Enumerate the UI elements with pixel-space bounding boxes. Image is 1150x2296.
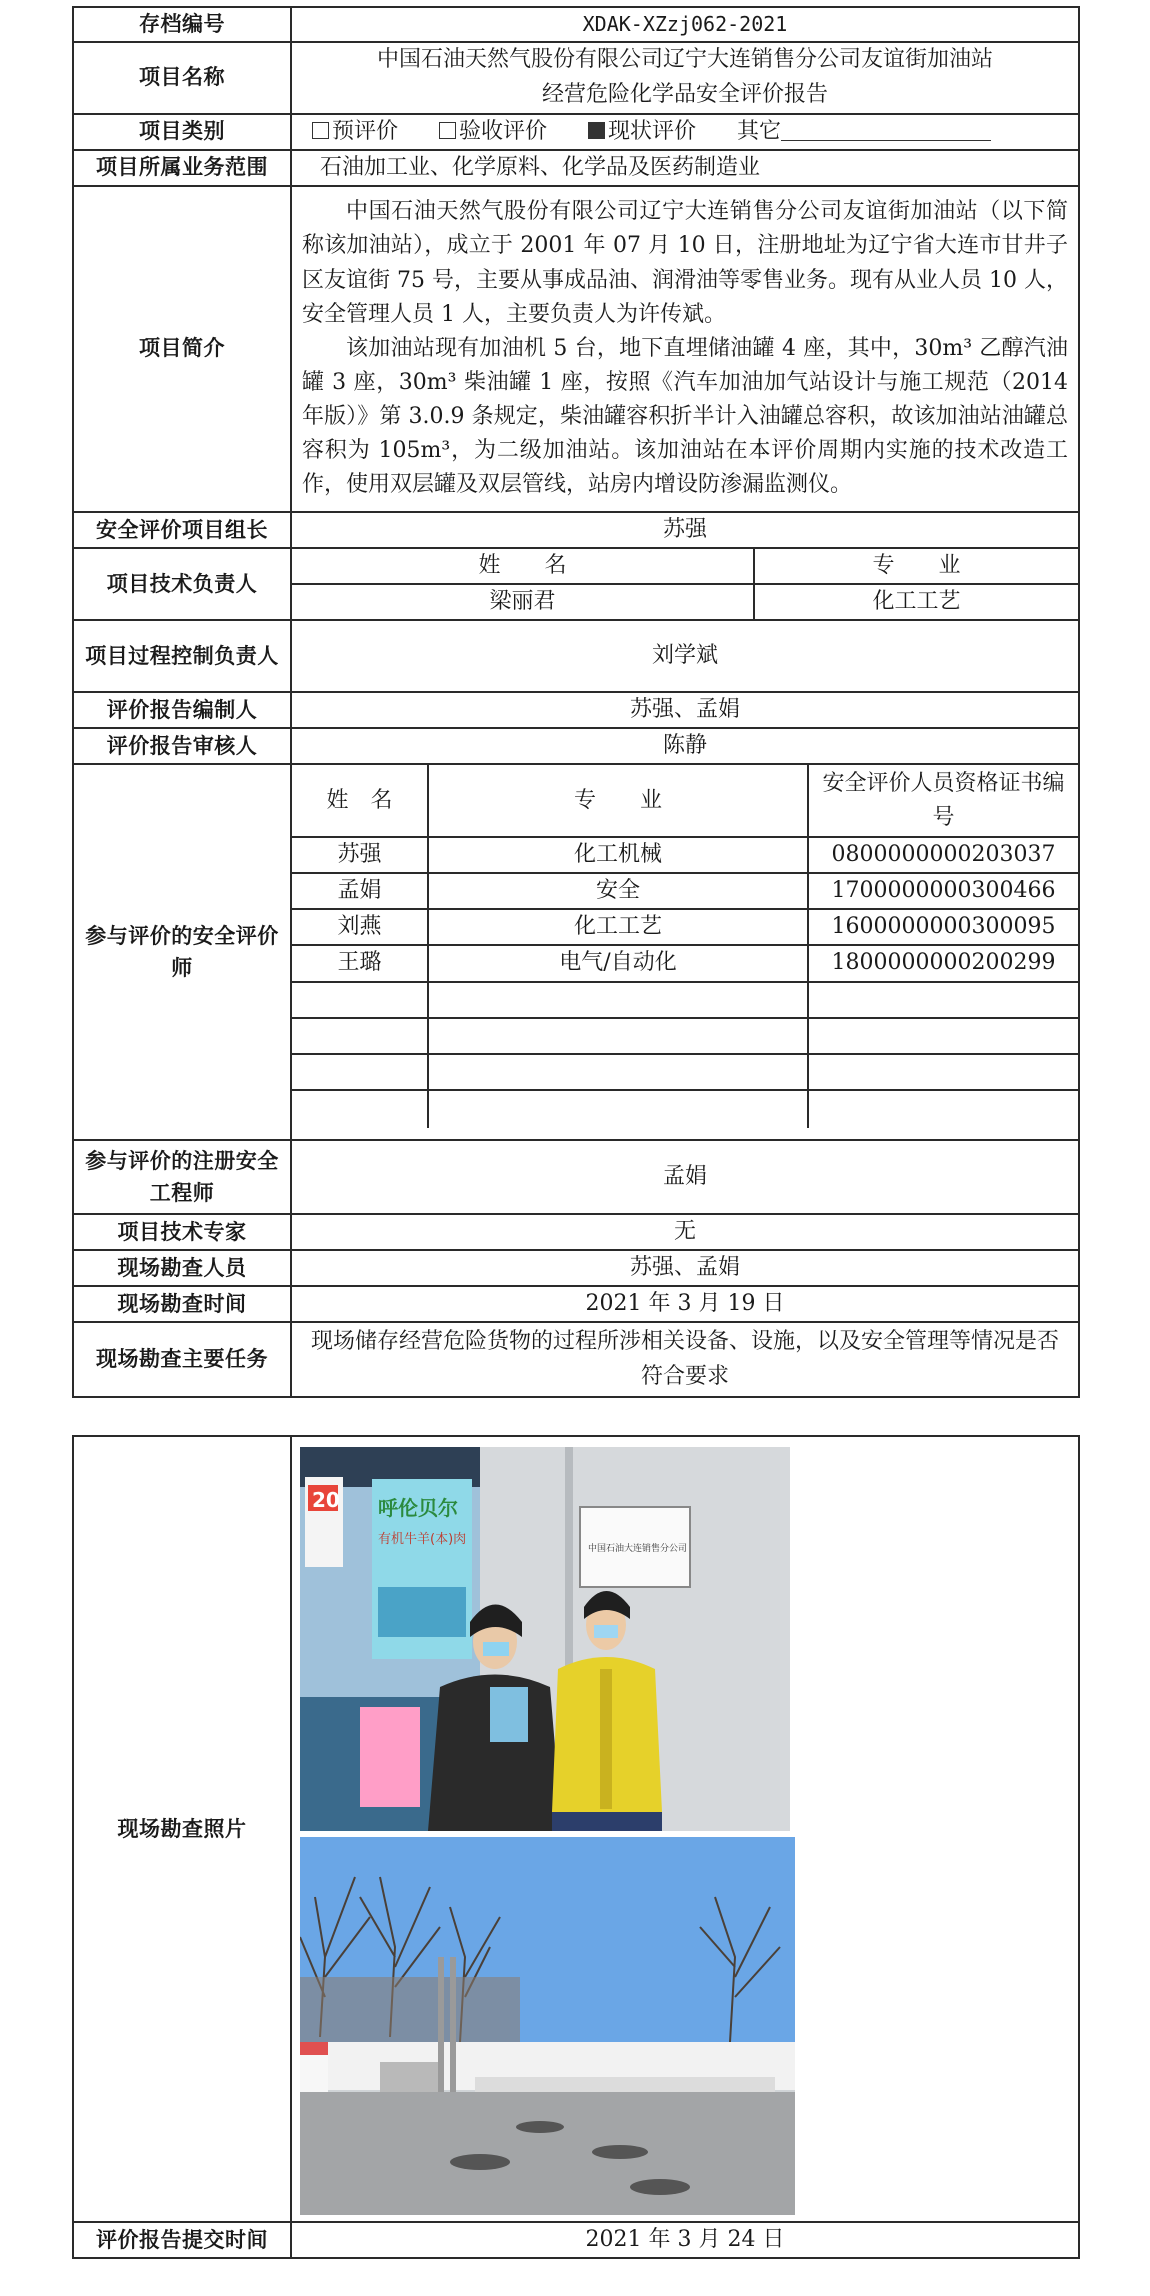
team-leader-value: 苏强 <box>291 512 1079 548</box>
compiler-value: 苏强、孟娟 <box>291 692 1079 728</box>
photo-table <box>72 1435 1080 2259</box>
intro-paragraph-2: 该加油站现有加油机 5 台，地下直埋储油罐 4 座，其中，30m³ 乙醇汽油罐 3 座，30m³ 柴油罐 1 座，按照《汽车加油加气站设计与施工规范（2014 年版）》第 3.0.9 条规定，柴油罐容积折半计入油罐总容积，故该加油站油罐总容积为 105m³，为二级加油站。该加油站在本评价周期内实施的技术改造工作，使用双层罐及双层管线，站房内增设防渗漏监测仪。 <box>302 335 1069 498</box>
compiler-label: 评价报告编制人 <box>73 692 291 728</box>
category-option-current[interactable]: 现状评价 <box>588 119 696 144</box>
photos-cell <box>291 1436 1079 2222</box>
project-name-value <box>291 42 1079 114</box>
evaluator-cert: 1700000000300466 <box>808 873 1078 909</box>
process-control-value: 刘学斌 <box>291 620 1079 692</box>
site-photo-staff <box>300 1447 790 1831</box>
submit-time-value: 2021 年 3 月 24 日 <box>291 2222 1079 2258</box>
intro-label: 项目简介 <box>73 186 291 512</box>
evaluators-header-cert: 安全评价人员资格证书编号 <box>808 765 1078 837</box>
intro-content <box>291 186 1079 512</box>
evaluator-empty-row <box>292 1054 1078 1090</box>
tech-lead-subtable <box>292 549 1078 619</box>
submit-time-label: 评价报告提交时间 <box>73 2222 291 2258</box>
evaluator-major: 安全 <box>428 873 808 909</box>
site-photo-staff-image <box>300 1447 790 1831</box>
intro-paragraph-1: 中国石油天然气股份有限公司辽宁大连销售分公司友谊街加油站（以下简称该加油站），成立于 2001 年 07 月 10 日，注册地址为辽宁省大连市甘井子区友谊街 75 号，主要从事成品油、润滑油等零售业务。现有从业人员 10 人，安全管理人员 1 人，主要负责人为许传斌。 <box>302 199 1068 327</box>
category-option-acceptance[interactable]: 验收评价 <box>439 119 547 144</box>
tech-lead-major-header: 专 业 <box>754 549 1078 584</box>
archive-value: XDAK-XZzj062-2021 <box>291 7 1079 42</box>
checkbox-icon <box>439 122 456 139</box>
evaluator-cert: 1800000000200299 <box>808 945 1078 981</box>
svg-text:20: 20 <box>312 1488 340 1512</box>
process-control-label: 项目过程控制负责人 <box>73 620 291 692</box>
evaluator-major: 电气/自动化 <box>428 945 808 981</box>
site-staff-label: 现场勘查人员 <box>73 1250 291 1286</box>
project-name-line1: 中国石油天然气股份有限公司辽宁大连销售分公司友谊街加油站 <box>376 47 993 73</box>
site-staff-value: 苏强、孟娟 <box>291 1250 1079 1286</box>
expert-label: 项目技术专家 <box>73 1214 291 1250</box>
checkbox-checked-icon <box>588 122 605 139</box>
business-scope-value: 石油加工业、化学原料、化学品及医药制造业 <box>291 150 1079 186</box>
evaluators-label: 参与评价的安全评价师 <box>73 764 291 1140</box>
business-scope-label: 项目所属业务范围 <box>73 150 291 186</box>
evaluator-row <box>292 873 1078 909</box>
report-info-table <box>72 6 1080 1398</box>
tech-lead-major: 化工工艺 <box>754 584 1078 619</box>
site-task-value: 现场储存经营危险货物的过程所涉相关设备、设施，以及安全管理等情况是否符合要求 <box>291 1322 1079 1396</box>
reviewer-label: 评价报告审核人 <box>73 728 291 764</box>
evaluator-row <box>292 909 1078 945</box>
evaluator-name: 苏强 <box>292 837 428 873</box>
tech-lead-subtable-cell <box>291 548 1079 620</box>
tech-lead-name: 梁丽君 <box>292 584 754 619</box>
evaluator-cert: 0800000000203037 <box>808 837 1078 873</box>
other-blank-line <box>781 120 991 141</box>
project-name-line2: 经营危险化学品安全评价报告 <box>541 81 828 107</box>
svg-text:有机牛羊(本)肉: 有机牛羊(本)肉 <box>378 1532 467 1547</box>
evaluators-subtable <box>292 765 1078 1127</box>
site-photo-yard <box>300 1837 795 2215</box>
evaluator-major: 化工机械 <box>428 837 808 873</box>
tech-lead-name-header: 姓 名 <box>292 549 754 584</box>
svg-text:中国石油大连销售分公司: 中国石油大连销售分公司 <box>588 1544 688 1554</box>
site-photo-yard-image <box>300 1837 795 2215</box>
evaluator-row <box>292 945 1078 981</box>
evaluators-subtable-cell <box>291 764 1079 1140</box>
evaluator-name: 孟娟 <box>292 873 428 909</box>
project-category-label: 项目类别 <box>73 114 291 150</box>
evaluator-empty-row <box>292 1090 1078 1128</box>
category-option-other[interactable]: 其它 <box>737 119 991 144</box>
photos-label: 现场勘查照片 <box>73 1436 291 2222</box>
engineer-value: 孟娟 <box>291 1140 1079 1214</box>
evaluator-empty-row <box>292 1018 1078 1054</box>
evaluators-header-name: 姓 名 <box>292 765 428 837</box>
svg-text:呼伦贝尔: 呼伦贝尔 <box>378 1496 458 1520</box>
engineer-label: 参与评价的注册安全工程师 <box>73 1140 291 1214</box>
category-option-pre[interactable]: 预评价 <box>312 119 398 144</box>
archive-label: 存档编号 <box>73 7 291 42</box>
site-time-value: 2021 年 3 月 19 日 <box>291 1286 1079 1322</box>
project-name-label: 项目名称 <box>73 42 291 114</box>
team-leader-label: 安全评价项目组长 <box>73 512 291 548</box>
site-time-label: 现场勘查时间 <box>73 1286 291 1322</box>
site-task-label: 现场勘查主要任务 <box>73 1322 291 1396</box>
project-category-options <box>291 114 1079 150</box>
checkbox-icon <box>312 122 329 139</box>
evaluator-major: 化工工艺 <box>428 909 808 945</box>
evaluator-name: 刘燕 <box>292 909 428 945</box>
evaluators-header-major: 专 业 <box>428 765 808 837</box>
evaluator-empty-row <box>292 982 1078 1018</box>
tech-lead-label: 项目技术负责人 <box>73 548 291 620</box>
reviewer-value: 陈静 <box>291 728 1079 764</box>
evaluator-row <box>292 837 1078 873</box>
expert-value: 无 <box>291 1214 1079 1250</box>
evaluator-cert: 1600000000300095 <box>808 909 1078 945</box>
evaluator-name: 王璐 <box>292 945 428 981</box>
